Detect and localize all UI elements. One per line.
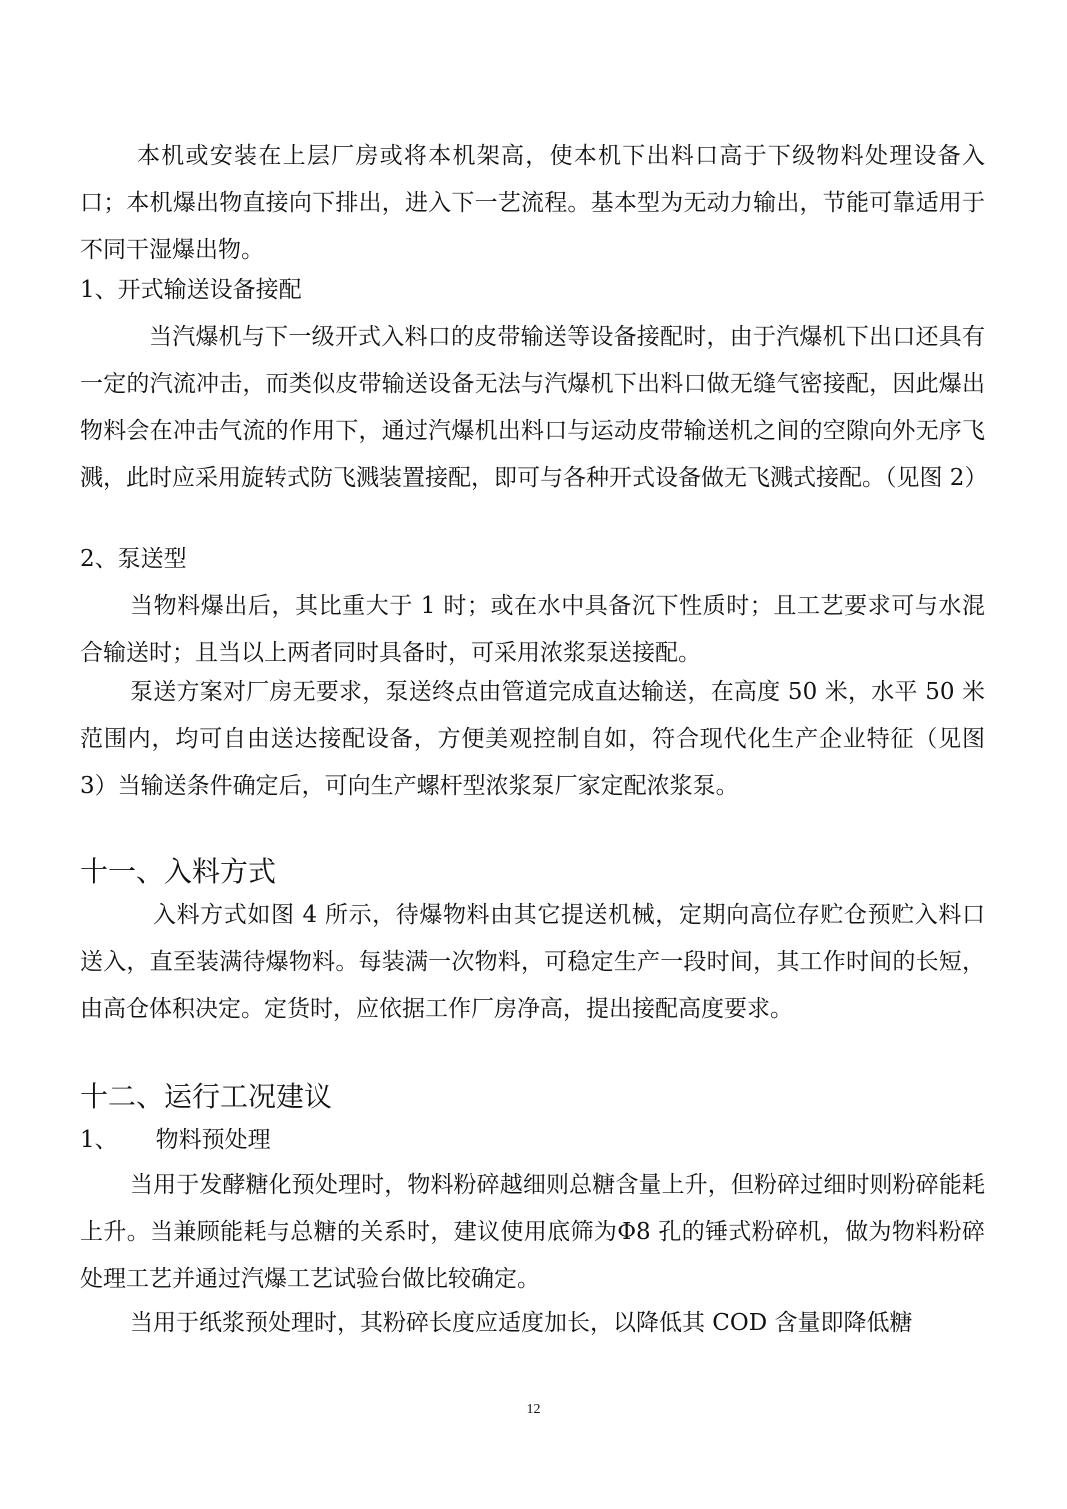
section-12-item-1-number: 1、 [80, 1127, 118, 1153]
item-2-body-b: 泵送方案对厂房无要求，泵送终点由管道完成直达输送，在高度 50 米，水平 50 米范围内，均可自由送达接配设备，方便美观控制自如，符合现代化生产企业特征（见图 3）当输送条件确定后，可向生产螺杆型浓浆泵厂家定配浓浆泵。 [80, 679, 985, 799]
section-12-item-1-title: 物料预处理 [155, 1127, 271, 1153]
section-12-item-1-body-a: 当用于发酵糖化预处理时，物料粉碎越细则总糖含量上升，但粉碎过细时则粉碎能耗上升。当兼顾能耗与总糖的关系时，建议使用底筛为Φ8 孔的锤式粉碎机，做为物料粉碎处理工艺并通过汽爆工艺试验台做比较确定。 [80, 1172, 985, 1292]
section-11-heading: 十一、入料方式 [80, 855, 277, 888]
section-12-heading: 十二、运行工况建议 [80, 1080, 333, 1113]
intro-paragraph: 本机或安装在上层厂房或将本机架高，使本机下出料口高于下级物料处理设备入口；本机爆出物直接向下排出，进入下一艺流程。基本型为无动力输出，节能可靠适用于不同干湿爆出物。 [80, 143, 985, 263]
item-2-title: 2、泵送型 [80, 546, 187, 572]
item-1-body: 当汽爆机与下一级开式入料口的皮带输送等设备接配时，由于汽爆机下出口还具有一定的汽流冲击，而类似皮带输送设备无法与汽爆机下出料口做无缝气密接配，因此爆出物料会在冲击气流的作用下，通过汽爆机出料口与运动皮带输送机之间的空隙向外无序飞溅，此时应采用旋转式防飞溅装置接配，即可与各种开式设备做无飞溅式接配。（见图 2） [80, 324, 988, 491]
item-2-body-a: 当物料爆出后，其比重大于 1 时；或在水中具备沉下性质时；且工艺要求可与水混合输送时；且当以上两者同时具备时，可采用浓浆泵送接配。 [80, 593, 985, 666]
section-12-item-1 [80, 1117, 271, 1164]
section-12-item-1-body-b: 当用于纸浆预处理时，其粉碎长度应适度加长，以降低其 COD 含量即降低糖 [130, 1310, 913, 1336]
item-1-title: 1、开式输送设备接配 [80, 277, 302, 303]
section-11-body: 入料方式如图 4 所示，待爆物料由其它提送机械，定期向高位存贮仓预贮入料口送入，直至装满待爆物料。每装满一次物料，可稳定生产一段时间，其工作时间的长短，由高仓体积决定。定货时，应依据工作厂房净高，提出接配高度要求。 [80, 902, 985, 1022]
page-number: 12 [526, 1402, 541, 1417]
